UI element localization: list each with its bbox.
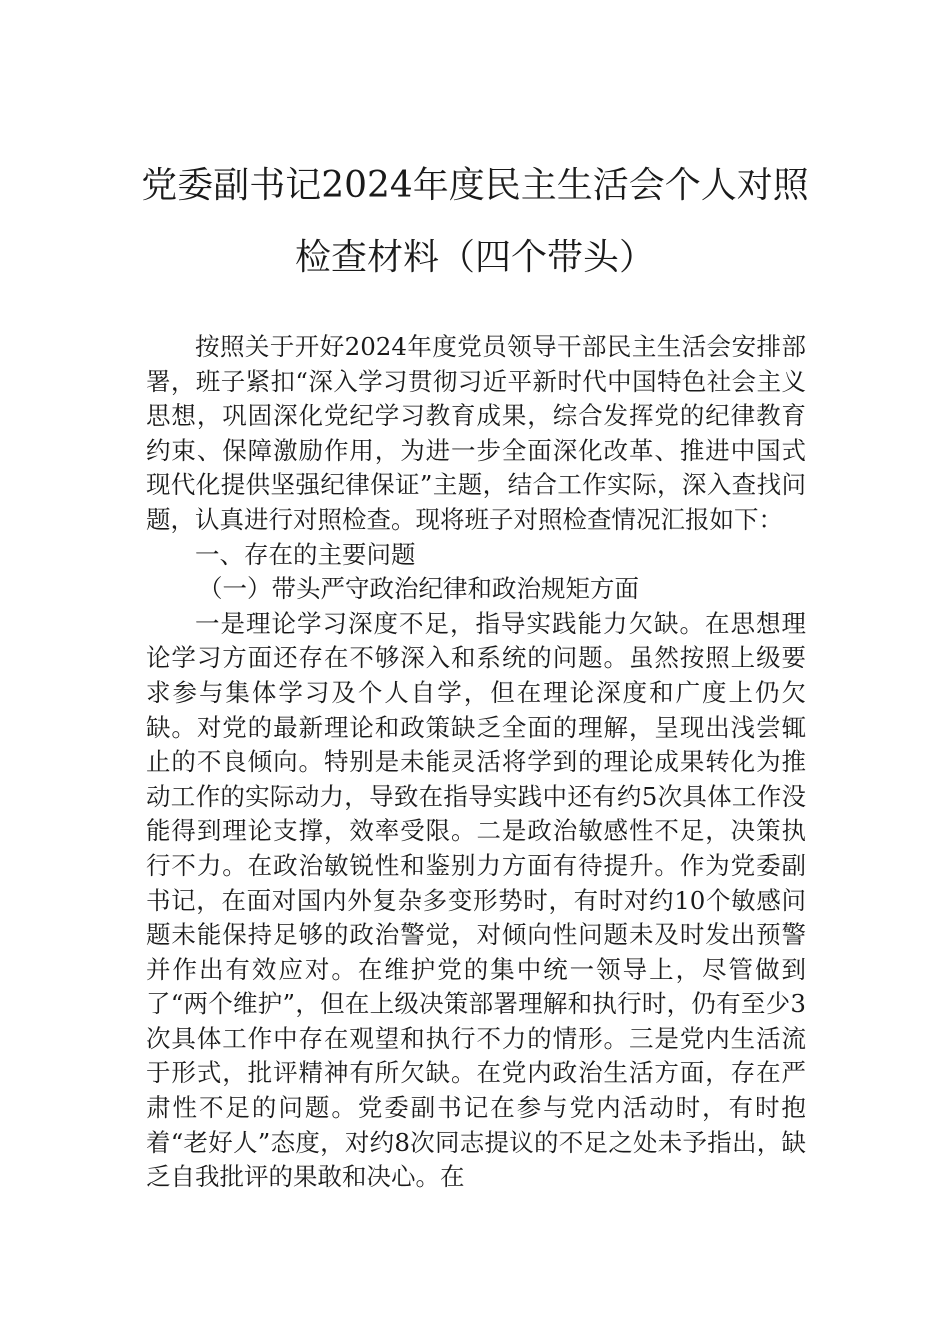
document-body — [146, 330, 806, 1195]
body-paragraph: 一是理论学习深度不足，指导实践能力欠缺。在思想理论学习方面还存在不够深入和系统的问题。虽然按照上级要求参与集体学习及个人自学，但在理论深度和广度上仍欠缺。对党的最新理论和政策缺乏全面的理解，呈现出浅尝辄止的不良倾向。特别是未能灵活将学到的理论成果转化为推动工作的实际动力，导致在指导实践中还有约5次具体工作没能得到理论支撑，效率受限。二是政治敏感性不足，决策执行不力。在政治敏锐性和鉴别力方面有待提升。作为党委副书记，在面对国内外复杂多变形势时，有时对约10个敏感问题未能保持足够的政治警觉，对倾向性问题未及时发出预警并作出有效应对。在维护党的集中统一领导上，尽管做到了“两个维护”，但在上级决策部署理解和执行时，仍有至少3次具体工作中存在观望和执行不力的情形。三是党内生活流于形式，批评精神有所欠缺。在党内政治生活方面，存在严肃性不足的问题。党委副书记在参与党内活动时，有时抱着“老好人”态度，对约8次同志提议的不足之处未予指出，缺乏自我批评的果敢和决心。在 — [146, 608, 806, 1192]
subsection-heading: （一）带头严守政治纪律和政治规矩方面 — [198, 574, 639, 604]
document-title-line-2: 检查材料（四个带头） — [294, 237, 655, 278]
section-heading: 一、存在的主要问题 — [195, 539, 416, 569]
document-title-line-1: 党委副书记2024年度民主生活会个人对照 — [141, 165, 809, 206]
intro-paragraph: 按照关于开好2024年度党员领导干部民主生活会安排部署，班子紧扣“深入学习贯彻习近平新时代中国特色社会主义思想，巩固深化党纪学习教育成果，综合发挥党的纪律教育约束、保障激励作用，为进一步全面深化改革、推进中国式现代化提供坚强纪律保证”主题，结合工作实际，深入查找问题，认真进行对照检查。现将班子对照检查情况汇报如下： — [146, 332, 806, 534]
